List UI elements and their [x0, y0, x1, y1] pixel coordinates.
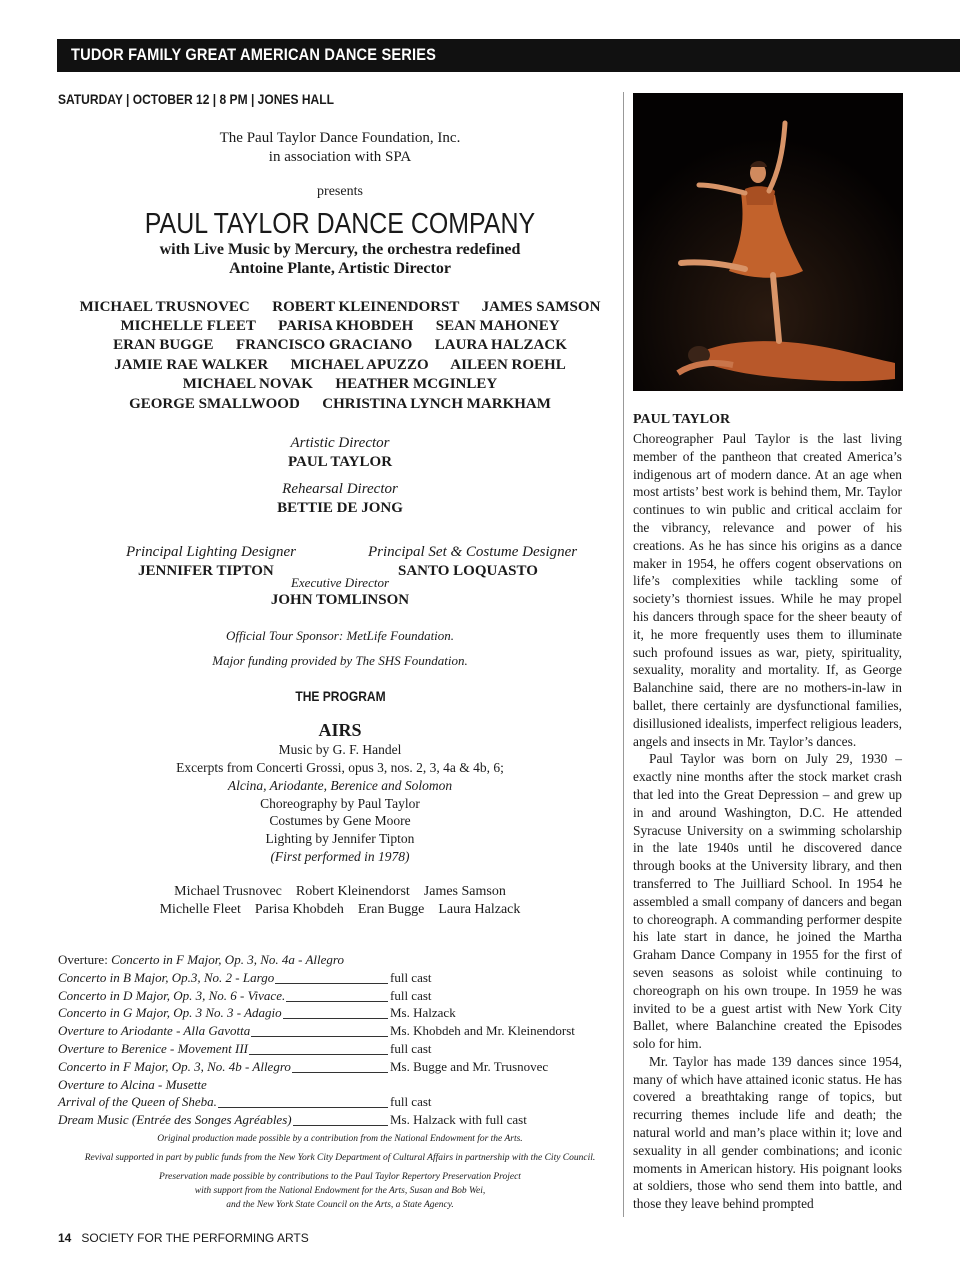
cast-line: GEORGE SMALLWOOD CHRISTINA LYNCH MARKHAM: [129, 396, 551, 412]
movement-leader-line: [249, 1054, 388, 1055]
movement-row: [58, 970, 618, 988]
movement-leader-line: [218, 1107, 388, 1108]
rehearsal-director-role: Rehearsal Director: [282, 481, 398, 497]
program-line: Costumes by Gene Moore: [269, 813, 411, 828]
movement-cast: Ms. Bugge and Mr. Trusnovec: [390, 1058, 549, 1074]
movement-cast: full cast: [390, 987, 432, 1003]
movement-row: [58, 1041, 618, 1059]
program-heading: THE PROGRAM: [294, 688, 386, 704]
page-footer: [58, 1231, 309, 1245]
event-dateline: SATURDAY | OCTOBER 12 | 8 PM | JONES HALL: [58, 91, 334, 107]
dancer-photo: [633, 93, 903, 391]
set-designer-name: SANTO LOQUASTO: [398, 563, 538, 579]
movement-row: [58, 1112, 618, 1130]
executive-director-role: Executive Director: [290, 575, 390, 590]
presents-label: presents: [317, 184, 363, 199]
series-banner: [57, 39, 960, 72]
series-title: TUDOR FAMILY GREAT AMERICAN DANCE SERIES: [71, 45, 437, 64]
presenter-line-1: The Paul Taylor Dance Foundation, Inc.: [219, 130, 461, 146]
column-divider: [623, 92, 624, 1217]
dancers-line-1: Michael Trusnovec Robert Kleinendorst James Samson: [174, 884, 506, 899]
company-director-line: Antoine Plante, Artistic Director: [229, 260, 451, 277]
cast-line: MICHELLE FLEET PARISA KHOBDEH SEAN MAHONEY: [120, 318, 560, 334]
credit-line: and the New York State Council on the Arts, a State Agency.: [226, 1200, 454, 1210]
movement-leader-line: [293, 1125, 388, 1126]
movement-leader-line: [251, 1036, 388, 1037]
credit-line: Original production made possible by a contribution from the National Endowment for the Arts.: [157, 1134, 523, 1144]
program-line: Choreography by Paul Taylor: [260, 796, 420, 811]
set-designer-role: Principal Set & Costume Designer: [368, 544, 578, 560]
movement-cast: full cast: [390, 1041, 432, 1056]
movement-cast: full cast: [390, 1094, 432, 1110]
movement-row: [58, 1023, 618, 1041]
artistic-director-name: PAUL TAYLOR: [287, 454, 393, 470]
movement-title: Overture to Ariodante - Alla Gavotta: [58, 1023, 251, 1039]
movement-cast: Ms. Halzack with full cast: [390, 1112, 527, 1128]
movement-leader-line: [283, 1018, 388, 1019]
movement-leader-line: [275, 983, 388, 984]
movement-row: [58, 1005, 618, 1023]
bio-paragraph: Paul Taylor was born on July 29, 1930 – exactly nine months after the stock market crash that led into the Great Depression – and grew up in and around Washington, D.C. He attended Syracuse University on a swimming scholarship in the late 1940s until he discovered dance through books at the University library, and then transferred to The Juilliard School. In 1954 he assembled a small company of dancers and began to choreograph. A commanding performer despite his late start in dance, he joined the Martha Graham Dance Company in 1955 for the first of seven seasons as soloist while continuing to choreograph on his own troupe. In 1959 he was invited to be a guest artist with New York City Ballet, where Balanchine created the Episodes solo for him.: [633, 751, 902, 1052]
movement-row: [58, 988, 618, 1006]
company-name: PAUL TAYLOR DANCE COMPANY: [144, 208, 536, 240]
program-line: Lighting by Jennifer Tipton: [265, 831, 415, 846]
artistic-director-role: Artistic Director: [290, 435, 390, 451]
movement-row: [58, 1059, 618, 1077]
bio-text: [633, 430, 902, 1213]
rehearsal-director-name: BETTIE DE JONG: [277, 500, 403, 516]
program-line: Music by G. F. Handel: [278, 742, 402, 757]
movement-title: Overture: Concerto in F Major, Op. 3, No. 4a - Allegro: [58, 952, 344, 967]
credit-line: Preservation made possible by contributions to the Paul Taylor Repertory Preservation Project: [159, 1172, 521, 1182]
cast-line: ERAN BUGGE FRANCISCO GRACIANO LAURA HALZACK: [113, 337, 567, 353]
lighting-designer-role: Principal Lighting Designer: [126, 544, 296, 560]
movement-leader-line: [286, 1001, 388, 1002]
tour-sponsor: Official Tour Sponsor: MetLife Foundation.: [225, 628, 455, 643]
credit-line: Revival supported in part by public funds from the New York City Department of Cultural Affairs in partnership with the City Council.: [84, 1153, 596, 1163]
movement-cast: Ms. Khobdeh and Mr. Kleinendorst: [390, 1023, 575, 1039]
cast-line: MICHAEL TRUSNOVEC ROBERT KLEINENDORST JAMES SAMSON: [79, 299, 601, 315]
program-line: Excerpts from Concerti Grossi, opus 3, nos. 2, 3, 4a & 4b, 6;: [176, 760, 504, 775]
bio-paragraph: Choreographer Paul Taylor is the last living member of the pantheon that created America’s indigenous art of modern dance. At an age when most artists’ best work is behind them, Mr. Taylor continues to win public and critical acclaim for the vibrancy, relevance and power of his creations. As he has since his origins as a dance maker in 1954, he offers cogent observations on life’s complexities while tackling some of society’s thorniest issues. While he may propel his dancers through space for the sheer beauty of it, he more frequently uses them to illuminate such profound issues as war, piety, spirituality, sexuality, morality and mortality. If, as George Balanchine said, there are no mothers-in-law in ballet, there certainly are dysfunctional families, disillusioned idealists, imperfect religious leaders, angels and insects in Mr. Taylor’s dances.: [633, 431, 902, 749]
presenter-line-2: in association with SPA: [268, 149, 412, 165]
movement-cast: full cast: [390, 969, 432, 985]
movement-title: Arrival of the Queen of Sheba.: [58, 1094, 217, 1110]
cast-line: MICHAEL NOVAK HEATHER MCGINLEY: [182, 376, 498, 392]
movement-title: Concerto in F Major, Op. 3, No. 4b - Allegro: [58, 1058, 291, 1074]
work-title: AIRS: [318, 720, 362, 740]
movement-leader-line: [292, 1072, 388, 1073]
major-funding: Major funding provided by The SHS Foundation.: [212, 653, 468, 668]
program-line: (First performed in 1978): [270, 849, 410, 864]
company-music-line: with Live Music by Mercury, the orchestra redefined: [159, 241, 521, 258]
cast-line: JAMIE RAE WALKER MICHAEL APUZZO AILEEN ROEHL: [114, 357, 566, 373]
executive-director-name: JOHN TOMLINSON: [270, 592, 410, 608]
movement-title: Concerto in B Major, Op.3, No. 2 - Largo: [58, 969, 275, 985]
movement-row: [58, 1077, 618, 1095]
bio-paragraph: Mr. Taylor has made 139 dances since 1954, many of which have attained iconic status. He has covered a breathtaking range of topics, but recurring themes include life and death; the natural world and man’s place within it; love and sexuality in all gender combinations; and iconic moments in American history. His poignant looks at soldiers, those who send them into battle, and those they leave behind prompted: [633, 1053, 902, 1212]
lighting-designer-name: JENNIFER TIPTON: [138, 563, 274, 579]
movement-row: [58, 952, 618, 970]
dancers-line-2: Michelle Fleet Parisa Khobdeh Eran Bugge Laura Halzack: [159, 902, 521, 917]
dancer-photo-illustration: [633, 93, 903, 391]
bio-heading: PAUL TAYLOR: [633, 412, 731, 427]
movement-title: Overture to Berenice - Movement III: [58, 1041, 248, 1056]
movement-title: Dream Music (Entrée des Songes Agréables): [58, 1112, 292, 1128]
movement-cast: Ms. Halzack: [390, 1005, 456, 1021]
movement-row: [58, 1094, 618, 1112]
program-line: Alcina, Ariodante, Berenice and Solomon: [227, 778, 453, 793]
page-number: 14: [58, 1231, 72, 1245]
movement-title: Concerto in D Major, Op. 3, No. 6 - Vivace.: [58, 987, 286, 1003]
movement-title: Concerto in G Major, Op. 3 No. 3 - Adagio: [58, 1005, 282, 1021]
footer-org: SOCIETY FOR THE PERFORMING ARTS: [81, 1231, 309, 1245]
credit-line: with support from the National Endowment for the Arts, Susan and Bob Wei,: [194, 1186, 486, 1196]
movement-title: Overture to Alcina - Musette: [58, 1076, 207, 1092]
